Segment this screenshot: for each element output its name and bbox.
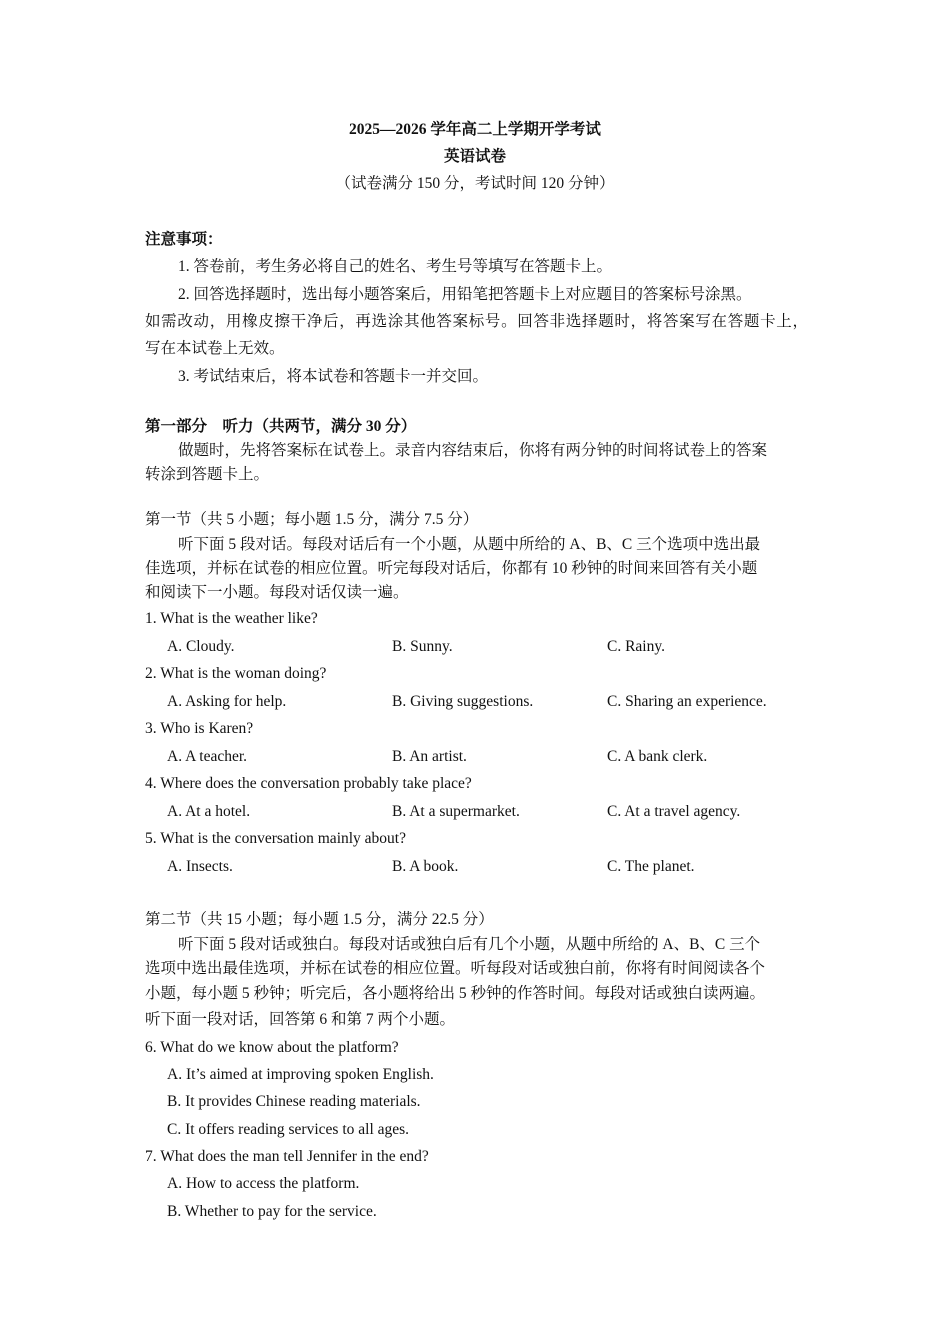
notice-item-2-line-3: 写在本试卷上无效。 [145, 340, 285, 357]
question-5: 5. What is the conversation mainly about? [145, 830, 406, 847]
dialog-intro: 听下面一段对话，回答第 6 和第 7 两个小题。 [145, 1011, 456, 1028]
notice-heading: 注意事项： [145, 231, 223, 248]
section1-intro-line-2: 佳选项，并标在试卷的相应位置。听完每段对话后，你都有 10 秒钟的时间来回答有关小题 [145, 560, 758, 577]
question-4: 4. Where does the conversation probably take place? [145, 775, 472, 792]
q2-option-b: B. Giving suggestions. [392, 693, 534, 710]
q3-option-a: A. A teacher. [167, 748, 248, 765]
question-1: 1. What is the weather like? [145, 610, 318, 627]
question-2: 2. What is the woman doing? [145, 665, 327, 682]
q6-option-c: C. It offers reading services to all ages. [167, 1121, 410, 1138]
section1-intro-line-1: 听下面 5 段对话。每段对话后有一个小题，从题中所给的 A、B、C 三个选项中选出最 [178, 536, 761, 553]
section2-intro-line-1: 听下面 5 段对话或独白。每段对话或独白后有几个小题，从题中所给的 A、B、C 三个 [178, 936, 761, 953]
q7-option-a: A. How to access the platform. [167, 1175, 360, 1192]
notice-item-2-line-1: 2. 回答选择题时，选出每小题答案后，用铅笔把答题卡上对应题目的答案标号涂黑。 [178, 286, 752, 303]
q1-option-c: C. Rainy. [607, 638, 665, 655]
q7-option-b: B. Whether to pay for the service. [167, 1203, 377, 1220]
q6-option-a: A. It’s aimed at improving spoken English. [167, 1066, 434, 1083]
notice-item-3: 3. 考试结束后，将本试卷和答题卡一并交回。 [178, 368, 489, 385]
part1-heading: 第一部分 听力（共两节，满分 30 分） [145, 418, 417, 435]
part1-intro-line-1: 做题时，先将答案标在试卷上。录音内容结束后，你将有两分钟的时间将试卷上的答案 [178, 442, 768, 459]
notice-item-2-line-2: 如需改动，用橡皮擦干净后，再选涂其他答案标号。回答非选择题时，将答案写在答题卡上， [145, 313, 808, 330]
question-6: 6. What do we know about the platform? [145, 1039, 399, 1056]
section1-heading: 第一节（共 5 小题；每小题 1.5 分，满分 7.5 分） [145, 511, 479, 528]
q5-option-a: A. Insects. [167, 858, 233, 875]
part1-intro-line-2: 转涂到答题卡上。 [145, 466, 270, 483]
question-3: 3. Who is Karen? [145, 720, 254, 737]
q3-option-b: B. An artist. [392, 748, 467, 765]
q3-option-c: C. A bank clerk. [607, 748, 708, 765]
question-7: 7. What does the man tell Jennifer in the end? [145, 1148, 429, 1165]
q4-option-a: A. At a hotel. [167, 803, 251, 820]
q4-option-c: C. At a travel agency. [607, 803, 741, 820]
q5-option-b: B. A book. [392, 858, 459, 875]
exam-subject: 英语试卷 [443, 148, 506, 165]
q2-option-a: A. Asking for help. [167, 693, 287, 710]
q1-option-a: A. Cloudy. [167, 638, 235, 655]
section2-heading: 第二节（共 15 小题；每小题 1.5 分，满分 22.5 分） [145, 911, 494, 928]
q4-option-b: B. At a supermarket. [392, 803, 520, 820]
exam-title: 2025—2026 学年高二上学期开学考试 [349, 121, 601, 138]
exam-info: （试卷满分 150 分，考试时间 120 分钟） [335, 175, 615, 192]
section2-intro-line-2: 选项中选出最佳选项，并标在试卷的相应位置。听每段对话或独白前，你将有时间阅读各个 [145, 960, 766, 977]
q5-option-c: C. The planet. [607, 858, 695, 875]
q6-option-b: B. It provides Chinese reading materials. [167, 1093, 421, 1110]
q2-option-c: C. Sharing an experience. [607, 693, 767, 710]
section1-intro-line-3: 和阅读下一小题。每段对话仅读一遍。 [145, 584, 409, 601]
section2-intro-line-3: 小题，每小题 5 秒钟；听完后，各小题将给出 5 秒钟的作答时间。每段对话或独白读两遍。 [145, 985, 766, 1002]
q1-option-b: B. Sunny. [392, 638, 453, 655]
notice-item-1: 1. 答卷前，考生务必将自己的姓名、考生号等填写在答题卡上。 [178, 258, 613, 275]
